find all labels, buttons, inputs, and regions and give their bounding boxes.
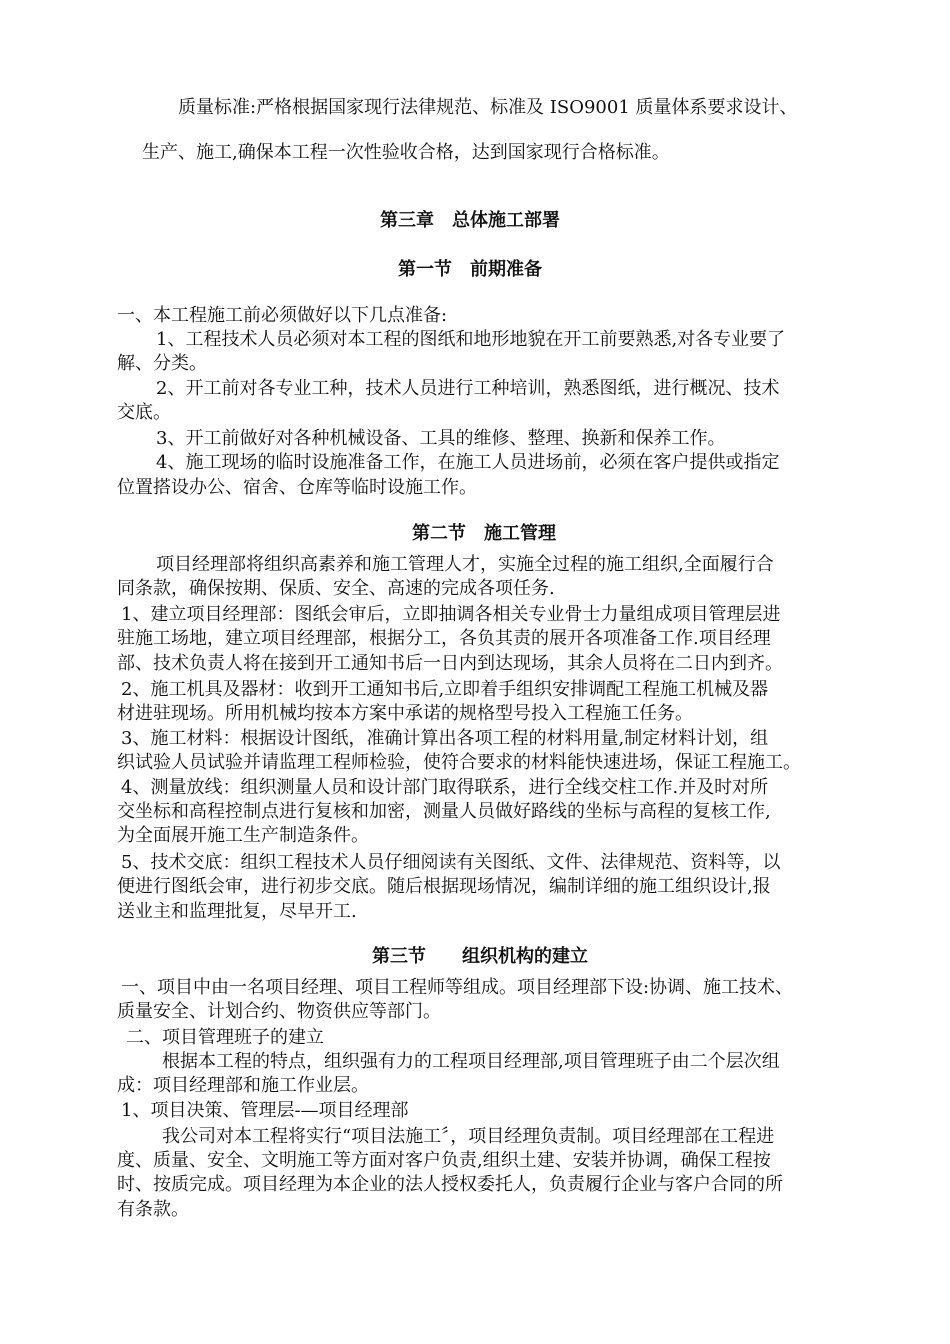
section-2-line: 送业主和监理批复，尽早开工.	[117, 901, 357, 922]
chapter-title: 第三章 总体施工部署	[380, 210, 560, 231]
section-3-line: 质量安全、计划合约、物资供应等部门。	[117, 1001, 441, 1022]
section-1-line: 解、分类。	[117, 353, 207, 374]
section-2-line: 4、测量放线：组织测量人员和设计部门取得联系，进行全线交柱工作.并及时对所	[121, 777, 769, 798]
section-2-line: 便进行图纸会审，进行初步交底。随后根据现场情况，编制详细的施工组织设计,报	[117, 876, 771, 897]
section-1-line: 位置搭设办公、宿舍、仓库等临时设施工作。	[117, 477, 477, 498]
section-3-line: 有条款。	[117, 1199, 189, 1220]
section-2-line: 项目经理部将组织高素养和施工管理人才，实施全过程的施工组织,全面履行合	[156, 554, 774, 575]
section-3-line: 根据本工程的特点，组织强有力的工程项目经理部,项目管理班子由二个层次组	[162, 1051, 780, 1072]
section-1-line: 4、施工现场的临时设施准备工作，在施工人员进场前，必须在客户提供或指定	[156, 452, 780, 473]
section-1-line: 交底。	[117, 402, 171, 423]
section-1-line: 1、工程技术人员必须对本工程的图纸和地形地貌在开工前要熟悉,对各专业要了	[156, 329, 786, 350]
section-3-line: 我公司对本工程将实行“项目法施工〞，项目经理负责制。项目经理部在工程进	[162, 1126, 775, 1147]
section-2-line: 织试验人员试验并请监理工程师检验，使符合要求的材料能快速进场，保证工程施工。	[117, 752, 801, 773]
section-1-line: 2、开工前对各专业工种，技术人员进行工种培训，熟悉图纸，进行概况、技术	[156, 378, 780, 399]
section-2-line: 3、施工材料：根据设计图纸，准确计算出各项工程的材料用量,制定材料计划，组	[121, 728, 769, 749]
section-1-line: 3、开工前做好对各种机械设备、工具的维修、整理、换新和保养工作。	[156, 428, 726, 449]
section-2-line: 材进驻现场。所用机械均按本方案中承诺的规格型号投入工程施工任务。	[117, 703, 693, 724]
section-2-line: 5、技术交底：组织工程技术人员仔细阅读有关图纸、文件、法律规范、资料等，以	[121, 852, 781, 873]
section-1-line: 一、本工程施工前必须做好以下几点准备:	[117, 305, 448, 326]
section-3-line: 度、质量、安全、文明施工等方面对客户负责,组织土建、安装并协调，确保工程按	[117, 1150, 771, 1171]
quality-line-1: 质量标准:严格根据国家现行法律规范、标准及 ISO9001 质量体系要求设计、	[178, 97, 798, 118]
section-3-line: 时、按质完成。项目经理为本企业的法人授权委托人，负责履行企业与客户合同的所	[117, 1174, 783, 1195]
section-3-line: 1、项目决策、管理层-—项目经理部	[121, 1100, 409, 1121]
section-2-line: 交坐标和高程控制点进行复核和加密，测量人员做好路线的坐标与高程的复核工作,	[117, 801, 771, 822]
section-3-line: 成：项目经理部和施工作业层。	[117, 1075, 369, 1096]
section-2-line: 2、施工机具及器材：收到开工通知书后,立即着手组织安排调配工程施工机械及器	[121, 679, 769, 700]
section-3-line: 二、项目管理班子的建立	[126, 1027, 324, 1048]
section-1-title: 第一节 前期准备	[398, 259, 542, 280]
quality-line-2: 生产、施工,确保本工程一次性验收合格，达到国家现行合格标准。	[142, 142, 670, 163]
section-2-line: 驻施工场地，建立项目经理部，根据分工，各负其责的展开各项准备工作.项目经理	[117, 628, 771, 649]
section-2-title: 第二节 施工管理	[412, 523, 556, 544]
section-2-line: 同条款，确保按期、保质、安全、高速的完成各项任务.	[117, 578, 555, 599]
section-2-line: 1、建立项目经理部：图纸会审后，立即抽调各相关专业骨士力量组成项目管理层进	[121, 604, 781, 625]
section-2-line: 部、技术负责人将在接到开工通知书后一日内到达现场，其余人员将在二日内到齐。	[117, 653, 783, 674]
section-3-title: 第三节 组织机构的建立	[372, 946, 588, 967]
section-3-line: 一、项目中由一名项目经理、项目工程师等组成。项目经理部下设:协调、施工技术、	[121, 977, 794, 998]
section-2-line: 为全面展开施工生产制造条件。	[117, 825, 369, 846]
